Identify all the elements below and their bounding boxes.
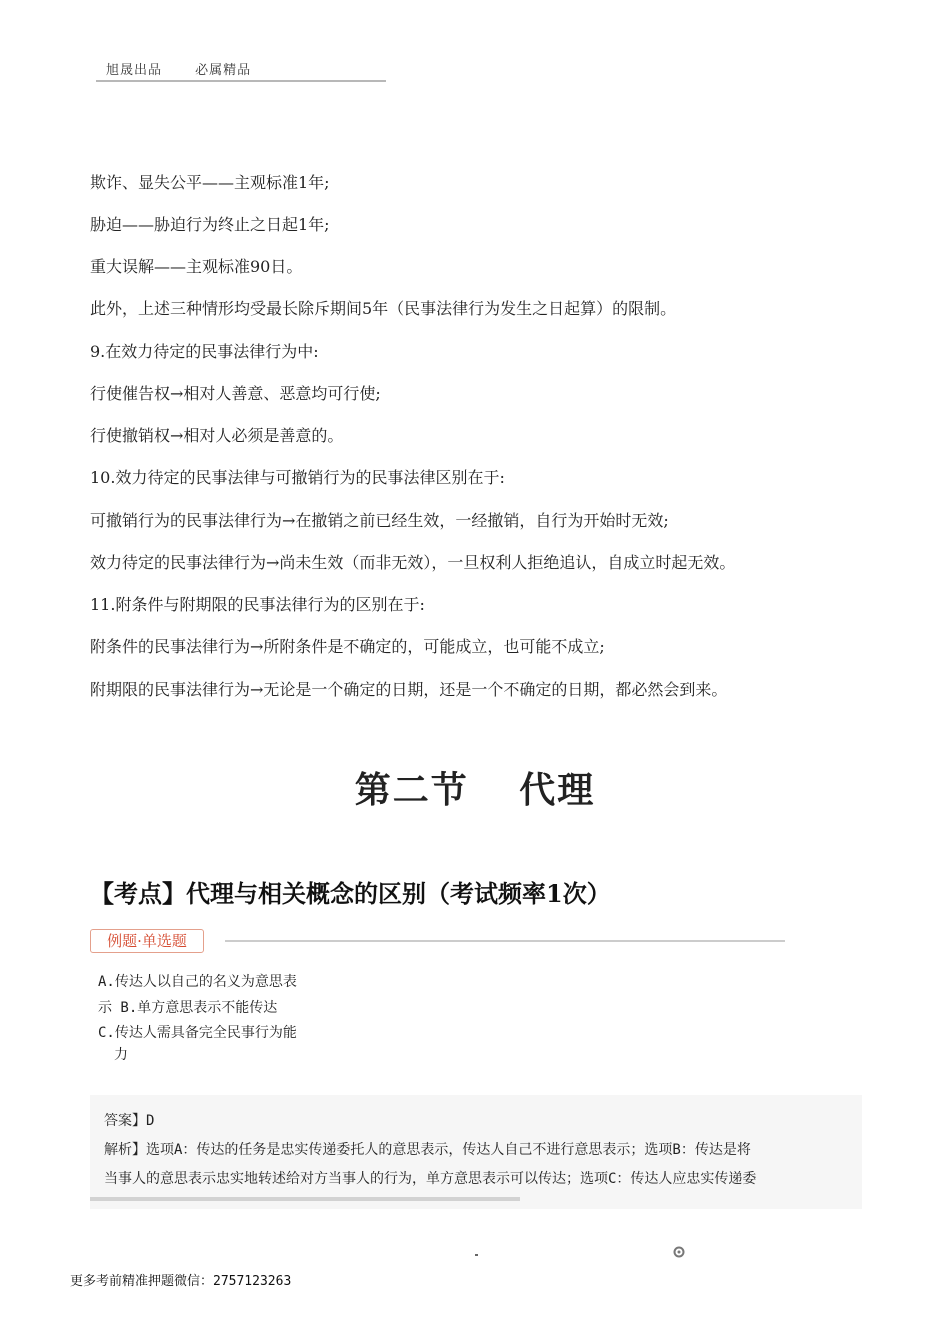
stray-mark bbox=[475, 1254, 478, 1256]
body-line: 此外，上述三种情形均受最长除斥期间5年（民事法律行为发生之日起算）的限制。 bbox=[90, 299, 677, 318]
body-line: 可撤销行为的民事法律行为→在撤销之前已经生效，一经撤销，自行为开始时无效; bbox=[90, 511, 669, 530]
analysis-line: 当事人的意思表示忠实地转述给对方当事人的行为，单方意思表示可以传达；选项C：传达人应忠实传递委 bbox=[104, 1171, 757, 1187]
body-line: 11.附条件与附期限的民事法律行为的区别在于: bbox=[90, 595, 425, 614]
option-line: A.传达人以自己的名义为意思表 bbox=[98, 974, 297, 990]
body-line: 行使催告权→相对人善意、恶意均可行使; bbox=[90, 384, 381, 403]
body-line: 行使撤销权→相对人必须是善意的。 bbox=[90, 426, 344, 445]
option-line: 力 bbox=[114, 1047, 128, 1063]
body-line: 欺诈、显失公平——主观标准1年; bbox=[90, 173, 330, 192]
answer-panel bbox=[90, 1095, 862, 1209]
body-line: 胁迫——胁迫行为终止之日起1年; bbox=[90, 215, 330, 234]
kaodian-heading: 【考点】代理与相关概念的区别（考试频率1次） bbox=[90, 879, 611, 908]
body-line: 重大误解——主观标准90日。 bbox=[90, 257, 303, 276]
body-line: 9.在效力待定的民事法律行为中: bbox=[90, 342, 319, 361]
body-line: 10.效力待定的民事法律与可撤销行为的民事法律区别在于: bbox=[90, 468, 505, 487]
question-type-badge: 例题·单选题 bbox=[90, 929, 204, 953]
body-line: 附条件的民事法律行为→所附条件是不确定的，可能成立，也可能不成立; bbox=[90, 637, 605, 656]
answer-line: 答案】D bbox=[104, 1113, 155, 1129]
cropped-analysis-line bbox=[90, 1197, 520, 1201]
header-brand-left: 旭晟出品 bbox=[106, 63, 163, 78]
option-line: C.传达人需具备完全民事行为能 bbox=[98, 1025, 297, 1041]
analysis-line: 解析】选项A：传达的任务是忠实传递委托人的意思表示，传达人自己不进行意思表示；选项B：传达是将 bbox=[104, 1142, 751, 1158]
page-header bbox=[106, 59, 251, 78]
cropped-question-line bbox=[225, 936, 785, 944]
section-number: 第二节 bbox=[354, 769, 469, 811]
option-line: 示 B.单方意思表示不能传达 bbox=[98, 1000, 278, 1016]
section-name: 代理 bbox=[519, 769, 596, 811]
page-footer: 更多考前精准押题微信：2757123263 bbox=[70, 1274, 292, 1289]
section-heading bbox=[0, 762, 950, 813]
cropped-text-line bbox=[96, 78, 396, 84]
body-line: 附期限的民事法律行为→无论是一个确定的日期，还是一个不确定的日期，都必然会到来。 bbox=[90, 680, 728, 699]
body-line: 效力待定的民事法律行为→尚未生效（而非无效），一旦权利人拒绝追认，自成立时起无效。 bbox=[90, 553, 736, 572]
watermark-icon bbox=[673, 1246, 685, 1258]
header-brand-right: 必属精品 bbox=[195, 63, 252, 78]
